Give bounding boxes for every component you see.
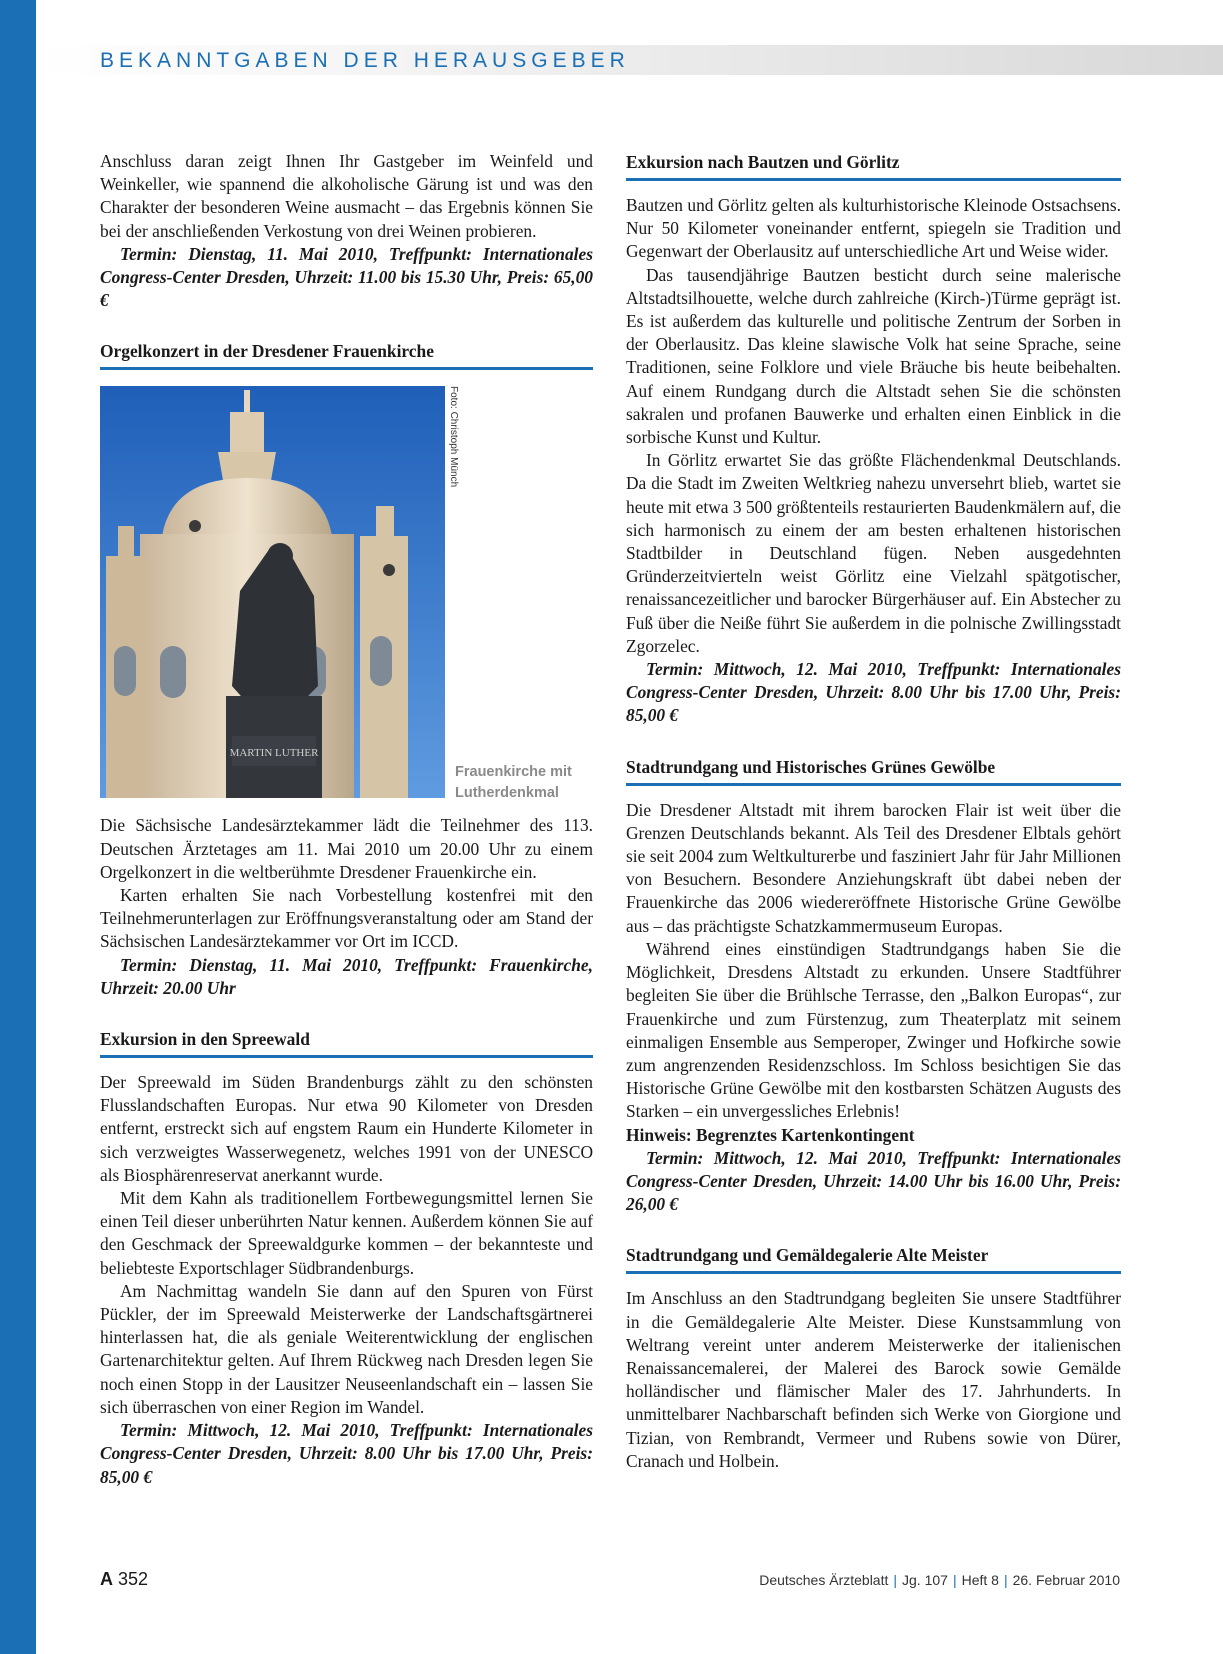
spreewald-paragraph-1: Der Spreewald im Süden Brandenburgs zählt zu den schönsten Flusslandschaften Europas. Nur etwa 90 Kilometer von Dresden entfernt, erstreckt sich auf engstem Raum ein Hunderte Kilometer in sich verzweigtes Wasserwegenetz, welches 1991 von der UNESCO als Biosphärenreservat anerkannt wurde. <box>100 1072 593 1185</box>
spreewald-section <box>100 1027 593 1489</box>
journal-volume: Jg. 107 <box>902 1572 948 1588</box>
journal-name: Deutsches Ärzteblatt <box>759 1572 889 1588</box>
photo-credit: Foto: Christoph Münch <box>448 386 459 488</box>
bautzen-heading: Exkursion nach Bautzen und Görlitz <box>626 150 1121 181</box>
galerie-paragraph-1: Im Anschluss an den Stadtrundgang begleiten Sie unsere Stadtführer in die Gemäldegalerie Alte Meister. Diese Kunstsammlung von Weltrang vereint unter anderem Meisterwerke der italienischen Renaissancemalerei, der Malerei des Barock sowie Gemälde holländischer und flämischer Maler des 17. Jahrhunderts. In unmittelbarer Nachbarschaft befinden sich Werke von Giorgione und Tizian, von Rembrandt, Vermeer und Rubens sowie von Dürer, Cranach und Holbein. <box>626 1288 1121 1471</box>
left-column <box>100 150 593 1489</box>
page-prefix: A <box>100 1569 113 1589</box>
spreewald-paragraph-2: Mit dem Kahn als traditionellem Fortbewegungsmittel lernen Sie einen Teil dieser unberührten Natur kennen. Außerdem können Sie auf den Geschmack der Spreewaldgurke kommen – der bekannteste und beliebteste Exportschlager Südbrandenburgs. <box>100 1188 593 1278</box>
organ-paragraph-2: Karten erhalten Sie nach Vorbestellung kostenfrei mit den Teilnehmerunterlagen zur Eröffnungsveranstaltung oder am Stand der Sächsischen Landesärztekammer vor Ort im ICCD. <box>100 885 593 952</box>
galerie-heading: Stadtrundgang und Gemäldegalerie Alte Meister <box>626 1243 1121 1274</box>
gewoelbe-heading: Stadtrundgang und Historisches Grünes Gewölbe <box>626 755 1121 786</box>
gewoelbe-note: Hinweis: Begrenztes Kartenkontingent <box>626 1124 915 1145</box>
gewoelbe-section <box>626 755 1121 1217</box>
intro-paragraph: Anschluss daran zeigt Ihnen Ihr Gastgeber im Weinfeld und Weinkeller, wie spannend die alkoholische Gärung ist und was den Charakter der besonderen Weine ausmacht – das Ergebnis können Sie bei der anschließenden Verkostung von drei Weinen probieren. <box>100 151 593 241</box>
journal-date: 26. Februar 2010 <box>1012 1572 1120 1588</box>
footer-citation <box>759 1572 1120 1588</box>
frauenkirche-photo <box>100 386 445 798</box>
page-number <box>100 1569 148 1590</box>
frauenkirche-figure <box>100 386 593 801</box>
bautzen-paragraph-2: Das tausendjährige Bautzen besticht durch seine malerische Altstadtsilhouette, welche durch zahlreiche (Kirch-)Türme geprägt ist. Es ist außerdem das kulturelle und politische Zentrum der Sorben in der Oberlausitz. Das kleine slawische Volk hat seine Sprache, seine Traditionen, seine Folklore und viele Bräuche bis heute beibehalten. Auf einem Rundgang durch die Altstadt sehen Sie die schönsten sakralen und profanen Bauwerke und erhalten einen Einblick in die sorbische Kunst und Kultur. <box>626 264 1121 448</box>
page-number-value: 352 <box>118 1569 149 1589</box>
footer-separator: | <box>952 1572 957 1588</box>
galerie-section <box>626 1243 1121 1473</box>
spreewald-paragraph-3: Am Nachmittag wandeln Sie dann auf den Spuren von Fürst Pückler, der im Spreewald Meisterwerke der Landschaftsgärtnerei hinterlassen hat, die als geniale Weiterentwicklung der englischen Gartenarchitektur gelten. Auf Ihrem Rückweg nach Dresden legen Sie noch einen Stopp in der Lausitzer Neuseenlandschaft ein – lassen Sie sich überraschen von einer Region im Wandel. <box>100 1280 593 1417</box>
bautzen-paragraph-1: Bautzen und Görlitz gelten als kulturhistorische Kleinode Ostsachsens. Nur 50 Kilometer voneinander entfernt, spiegeln sie Tradition und Gegenwart der Oberlausitz auf unterschiedliche Art und Weise wider. <box>626 195 1121 262</box>
journal-issue: Heft 8 <box>961 1572 999 1588</box>
spreewald-appointment: Termin: Mittwoch, 12. Mai 2010, Treffpunkt: Internationales Congress-Center Dresden, Uhrzeit: 8.00 Uhr bis 17.00 Uhr, Preis: 85,00 € <box>100 1420 593 1487</box>
organ-concert-heading: Orgelkonzert in der Dresdener Frauenkirche <box>100 339 593 370</box>
section-header: BEKANNTGABEN DER HERAUSGEBER <box>100 49 630 72</box>
right-column <box>626 150 1121 1473</box>
intro-appointment: Termin: Dienstag, 11. Mai 2010, Treffpunkt: Internationales Congress-Center Dresden, Uhrzeit: 11.00 bis 15.30 Uhr, Preis: 65,00 € <box>100 243 593 311</box>
gewoelbe-paragraph-1: Die Dresdener Altstadt mit ihrem barocken Flair ist weit über die Grenzen Deutschlands bekannt. Als Teil des Dresdener Elbtals gehört sie seit 2004 zum Weltkulturerbe und fasziniert Jahr für Jahr Millionen von Besuchern. Besondere Anziehungskraft übt dabei neben der Frauenkirche das 2006 wiedereröffnete Historische Grüne Gewölbe aus – das prächtigste Schatzkammermuseum Europas. <box>626 799 1121 936</box>
bautzen-paragraph-3: In Görlitz erwartet Sie das größte Flächendenkmal Deutschlands. Da die Stadt im Zweiten Weltkrieg nahezu unversehrt blieb, wartet sie heute mit etwa 3 500 größtenteils restaurierten Baudenkmälern auf, die sich harmonisch zu einem der am besten erhaltenen historischen Stadtbilder in Deutschland fügen. Neben ausgedehnten Gründerzeitvierteln weist Görlitz eine Vielzahl spätgotischer, renaissancezeitlicher und barocker Bürgerhäuser auf. Ein Abstecher zu Fuß über die Neiße führt Sie außerdem in die polnische Zwillingsstadt Zgorzelec. <box>626 450 1121 656</box>
statue-plaque-text: MARTIN LUTHER <box>229 747 319 760</box>
gewoelbe-paragraph-2: Während eines einstündigen Stadtrundgangs haben Sie die Möglichkeit, Dresdens Altstadt zu erkunden. Unsere Stadtführer begleiten Sie über die Brühlsche Terrasse, den „Balkon Europas“, zur Frauenkirche und zum Fürstenzug, zum Theaterplatz mit seinem einmaligen Ensemble aus Semperoper, Zwinger und Hofkirche sowie zum angrenzenden Residenzschloss. Im Schloss besichtigen Sie das Historische Grüne Gewölbe mit den kostbarsten Schätzen Augusts des Starken – ein unvergessliches Erlebnis! <box>626 938 1121 1122</box>
photo-caption: Frauenkirche mit Lutherdenkmal <box>455 764 572 802</box>
footer-separator: | <box>893 1572 898 1588</box>
organ-paragraph-1: Die Sächsische Landesärztekammer lädt die Teilnehmer des 113. Deutschen Ärztetages am 11. Mai 2010 um 20.00 Uhr zu einem Orgelkonzert in die weltberühmte Dresdener Frauenkirche ein. <box>100 815 593 882</box>
footer-separator: | <box>1003 1572 1008 1588</box>
spreewald-heading: Exkursion in den Spreewald <box>100 1027 593 1058</box>
side-color-bar <box>0 0 36 1654</box>
organ-appointment: Termin: Dienstag, 11. Mai 2010, Treffpunkt: Frauenkirche, Uhrzeit: 20.00 Uhr <box>100 954 593 998</box>
bautzen-section <box>626 150 1121 728</box>
gewoelbe-appointment: Termin: Mittwoch, 12. Mai 2010, Treffpunkt: Internationales Congress-Center Dresden, Uhrzeit: 14.00 Uhr bis 16.00 Uhr, Preis: 26,00 € <box>626 1147 1121 1215</box>
bautzen-appointment: Termin: Mittwoch, 12. Mai 2010, Treffpunkt: Internationales Congress-Center Dresden, Uhrzeit: 8.00 Uhr bis 17.00 Uhr, Preis: 85,00 € <box>626 659 1121 726</box>
organ-concert-section <box>100 339 593 1000</box>
